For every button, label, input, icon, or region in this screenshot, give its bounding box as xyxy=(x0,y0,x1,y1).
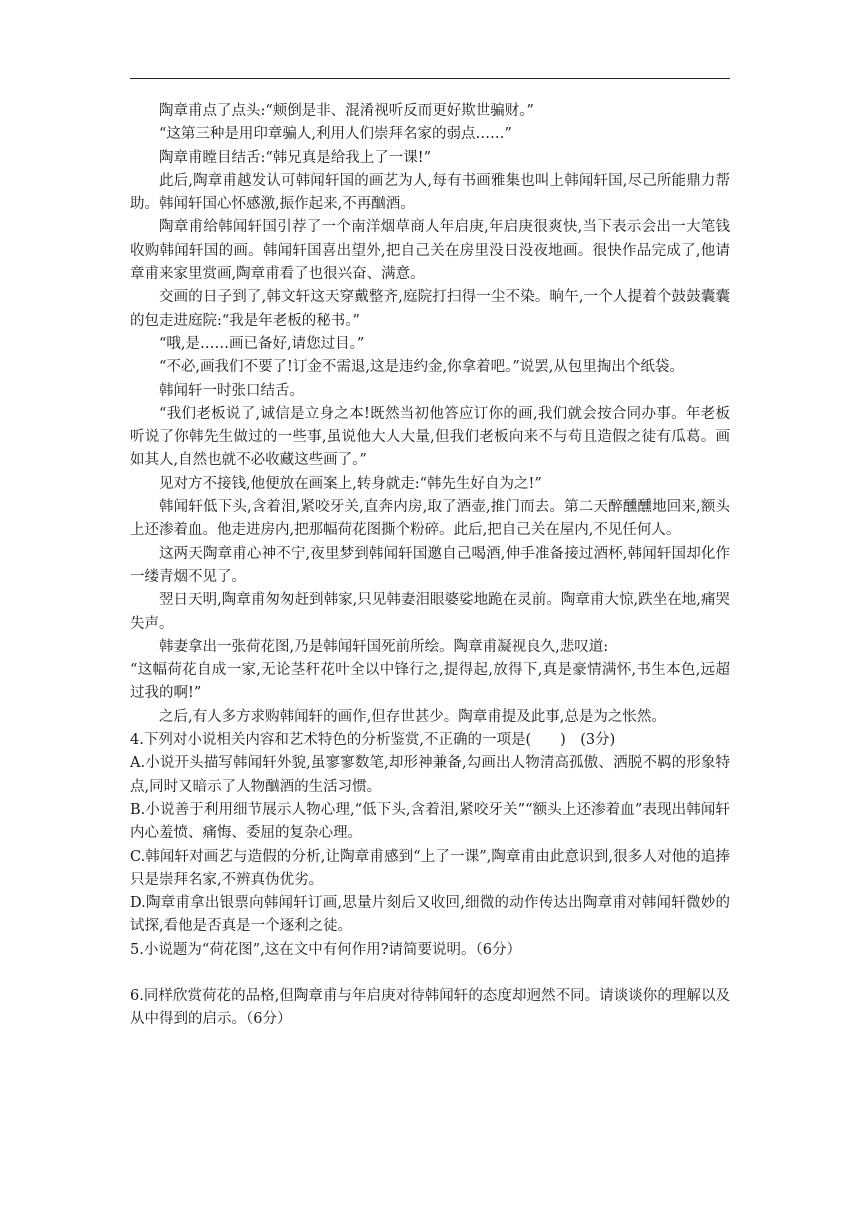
story-paragraph: 陶章甫给韩闻轩国引荐了一个南洋烟草商人年启庚,年启庚很爽快,当下表示会出一大笔钱收购韩闻轩国的画。韩闻轩国喜出望外,把自己关在房里没日没夜地画。很快作品完成了,他请章甫来家里赏画,陶章甫看了也很兴奋、满意。 xyxy=(130,219,730,283)
story-paragraph: 这两天陶章甫心神不宁,夜里梦到韩闻轩国邀自己喝酒,伸手准备接过酒杯,韩闻轩国却化作一缕青烟不见了。 xyxy=(130,545,730,585)
question-4-option-d: D.陶章甫拿出银票向韩闻轩订画,思量片刻后又收回,细微的动作传达出陶章甫对韩闻轩微妙的试探,看他是否真是一个逐利之徒。 xyxy=(130,895,730,935)
story-paragraph: 之后,有人多方求购韩闻轩的画作,但存世甚少。陶章甫提及此事,总是为之怅然。 xyxy=(159,708,666,725)
story-paragraph: “不必,画我们不要了!订金不需退,这是违约金,你拿着吧。”说罢,从包里掏出个纸袋。 xyxy=(159,359,684,376)
question-4-stem: 4.下列对小说相关内容和艺术特色的分析鉴赏,不正确的一项是( ) (3分) xyxy=(130,732,616,749)
story-paragraph: 交画的日子到了,韩文轩这天穿戴整齐,庭院打扫得一尘不染。晌午,一个人提着个鼓鼓囊囊的包走进庭院:“我是年老板的秘书。” xyxy=(130,289,730,329)
question-6: 6.同样欣赏荷花的品格,但陶章甫与年启庚对待韩闻轩的态度却迥然不同。请谈谈你的理解以及从中得到的启示。（6分） xyxy=(130,987,730,1028)
story-paragraph: 韩闻轩一时张口结舌。 xyxy=(159,382,304,399)
answer-space xyxy=(130,962,730,985)
story-paragraph: 陶章甫点了点头:“颊倒是非、混淆视听反而更好欺世骗财。” xyxy=(159,103,534,119)
header-rule xyxy=(130,78,730,79)
question-5: 5.小说题为“荷花图”,这在文中有何作用?请简要说明。（6分） xyxy=(130,941,522,958)
story-paragraph: “这幅荷花自成一家,无论茎秆花叶全以中锋行之,提得起,放得下,真是豪情满怀,书生本色,远超过我的啊!” xyxy=(130,662,730,702)
story-paragraph: 见对方不接钱,他便放在画案上,转身就走:“韩先生好自为之!” xyxy=(159,475,542,492)
question-4-option-c: C.韩闻轩对画艺与造假的分析,让陶章甫感到“上了一课”,陶章甫由此意识到,很多人对他的追捧只是崇拜名家,不辨真伪优劣。 xyxy=(130,848,730,888)
story-paragraph: 翌日天明,陶章甫匆匆赶到韩家,只见韩妻泪眼婆娑地跪在灵前。陶章甫大惊,跌坐在地,痛哭失声。 xyxy=(130,592,730,632)
question-4-option-b: B.小说善于利用细节展示人物心理,“低下头,含着泪,紧咬牙关”“额头上还渗着血”表现出韩闻轩内心羞愤、痛悔、委屈的复杂心理。 xyxy=(130,801,730,842)
story-paragraph: 韩妻拿出一张荷花图,乃是韩闻轩国死前所绘。陶章甫凝视良久,悲叹道: xyxy=(159,638,609,655)
story-paragraph: “这第三种是用印章骗人,利用人们崇拜名家的弱点……” xyxy=(159,126,512,143)
story-paragraph: “哦,是……画已备好,请您过目。” xyxy=(159,335,365,352)
story-paragraph: 韩闻轩低下头,含着泪,紧咬牙关,直奔内房,取了酒壶,推门而去。第二天醉醺醺地回来,额头上还渗着血。他走进房内,把那幅荷花图撕个粉碎。此后,把自己关在屋内,不见任何人。 xyxy=(130,499,730,539)
question-4-option-a: A.小说开头描写韩闻轩外貌,虽寥寥数笔,却形神兼备,勾画出人物清高孤傲、洒脱不羁的形象特点,同时又暗示了人物酗酒的生活习惯。 xyxy=(130,755,730,795)
story-paragraph: 此后,陶章甫越发认可韩闻轩国的画艺为人,每有书画雅集也叫上韩闻轩国,尽己所能鼎力帮助。韩闻轩国心怀感激,振作起来,不再酗酒。 xyxy=(130,172,730,213)
story-paragraph: “我们老板说了,诚信是立身之本!既然当初他答应订你的画,我们就会按合同办事。年老板听说了你韩先生做过的一些事,虽说他大人大量,但我们老板向来不与苟且造假之徒有瓜葛。画如其人,自然也就不必收藏这些画了。” xyxy=(130,405,730,469)
document-body xyxy=(130,100,730,1032)
story-paragraph: 陶章甫瞠目结舌:“韩兄真是给我上了一课!” xyxy=(159,149,432,166)
